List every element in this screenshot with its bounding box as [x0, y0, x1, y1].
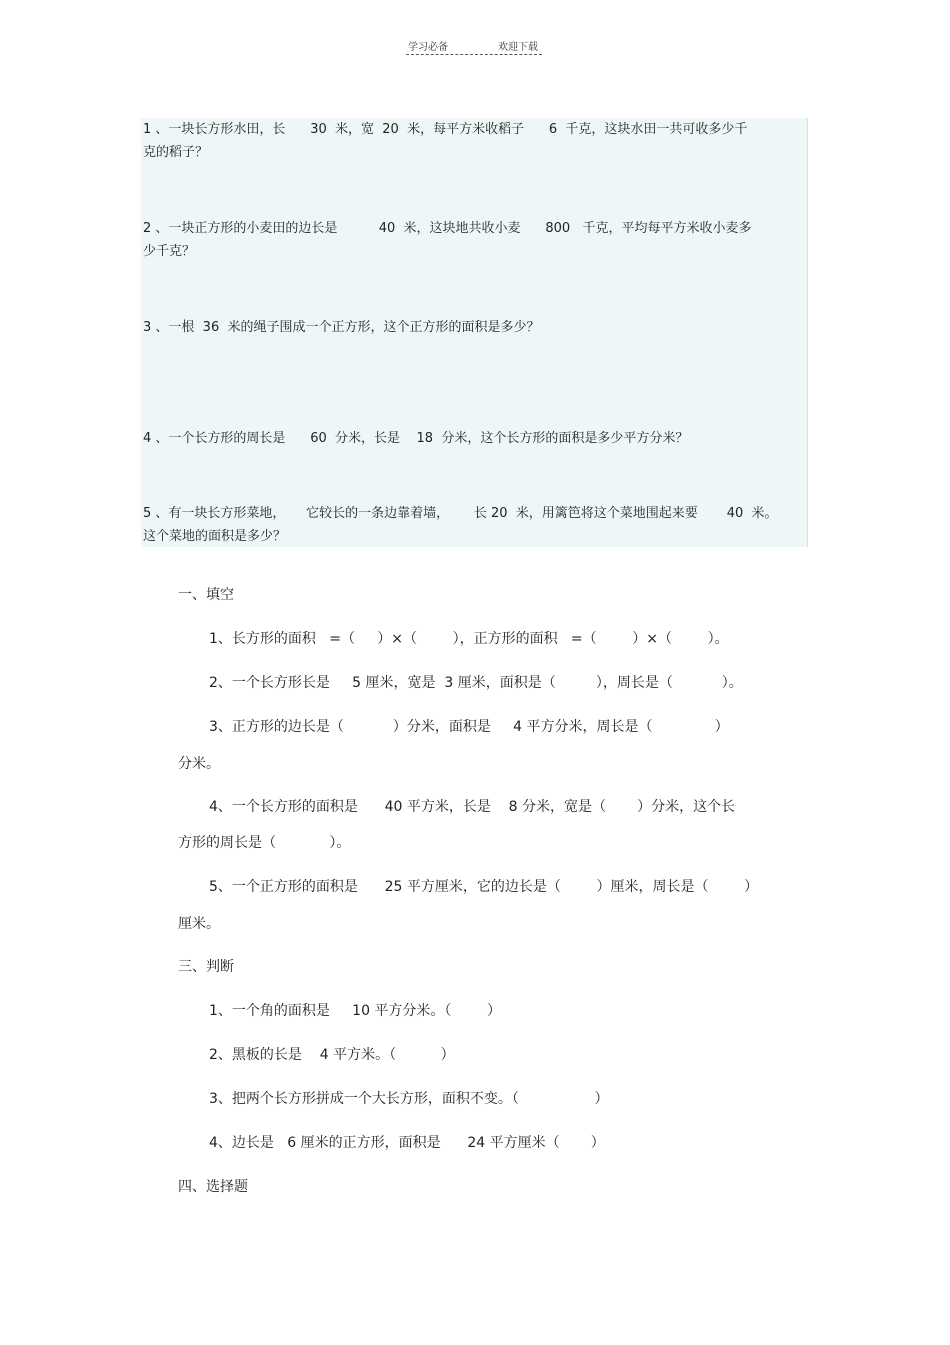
judge-item-3: 3、把两个长方形拼成一个大长方形，面积不变。（ ） [209, 1091, 609, 1107]
problem-4 [143, 427, 813, 450]
problem-2-line-1: 2 、一块正方形的小麦田的边长是 40 米，这块地共收小麦 800 千克，平均每平方米收小麦多 [143, 221, 752, 236]
problem-2 [143, 217, 813, 263]
problem-1 [143, 118, 813, 164]
header-right-text: 欢迎下载 [498, 42, 538, 53]
problem-2-line-2: 少千克？ [143, 244, 196, 259]
problem-3 [143, 316, 813, 339]
fill-heading: 一、填空 [178, 587, 234, 603]
problem-3-line-1: 3 、一根 36 米的绳子围成一个正方形，这个正方形的面积是多少？ [143, 320, 540, 335]
choice-heading: 四、选择题 [178, 1179, 248, 1195]
header-left-text: 学习必备 [408, 42, 448, 53]
fill-item-5-line-1: 5、一个正方形的面积是 25 平方厘米，它的边长是（ ）厘米，周长是（ ） [209, 879, 759, 895]
judge-item-2: 2、黑板的长是 4 平方米。（ ） [209, 1047, 455, 1063]
fill-item-3-line-1: 3、正方形的边长是（ ）分米，面积是 4 平方分米，周长是（ ） [209, 719, 729, 735]
problem-5-line-1: 5 、有一块长方形菜地， 它较长的一条边靠着墙， 长 20 米，用篱笆将这个菜地围起来要 40 米。 [143, 506, 778, 521]
header-rule [406, 54, 542, 55]
judge-item-1: 1、一个角的面积是 10 平方分米。（ ） [209, 1003, 502, 1019]
judge-item-4: 4、边长是 6 厘米的正方形，面积是 24 平方厘米（ ） [209, 1135, 605, 1151]
problem-1-line-2: 克的稻子？ [143, 145, 209, 160]
problem-5 [143, 502, 813, 548]
fill-item-3-line-2: 分米。 [178, 756, 220, 772]
problem-1-line-1: 1 、一块长方形水田，长 30 米，宽 20 米，每平方米收稻子 6 千克，这块水田一共可收多少千 [143, 122, 748, 137]
fill-item-1: 1、长方形的面积 =（ ）×（ ），正方形的面积 =（ ）×（ ）。 [209, 631, 729, 647]
fill-item-4-line-2: 方形的周长是（ ）。 [178, 835, 351, 851]
fill-item-5-line-2: 厘米。 [178, 916, 220, 932]
judge-heading: 三、判断 [178, 959, 234, 975]
fill-item-2: 2、一个长方形长是 5 厘米，宽是 3 厘米，面积是（ ），周长是（ ）。 [209, 675, 743, 691]
problem-5-line-2: 这个菜地的面积是多少？ [143, 529, 287, 544]
problem-4-line-1: 4 、一个长方形的周长是 60 分米，长是 18 分米，这个长方形的面积是多少平方分米？ [143, 431, 689, 446]
fill-item-4-line-1: 4、一个长方形的面积是 40 平方米，长是 8 分米，宽是（ ）分米，这个长 [209, 799, 736, 815]
